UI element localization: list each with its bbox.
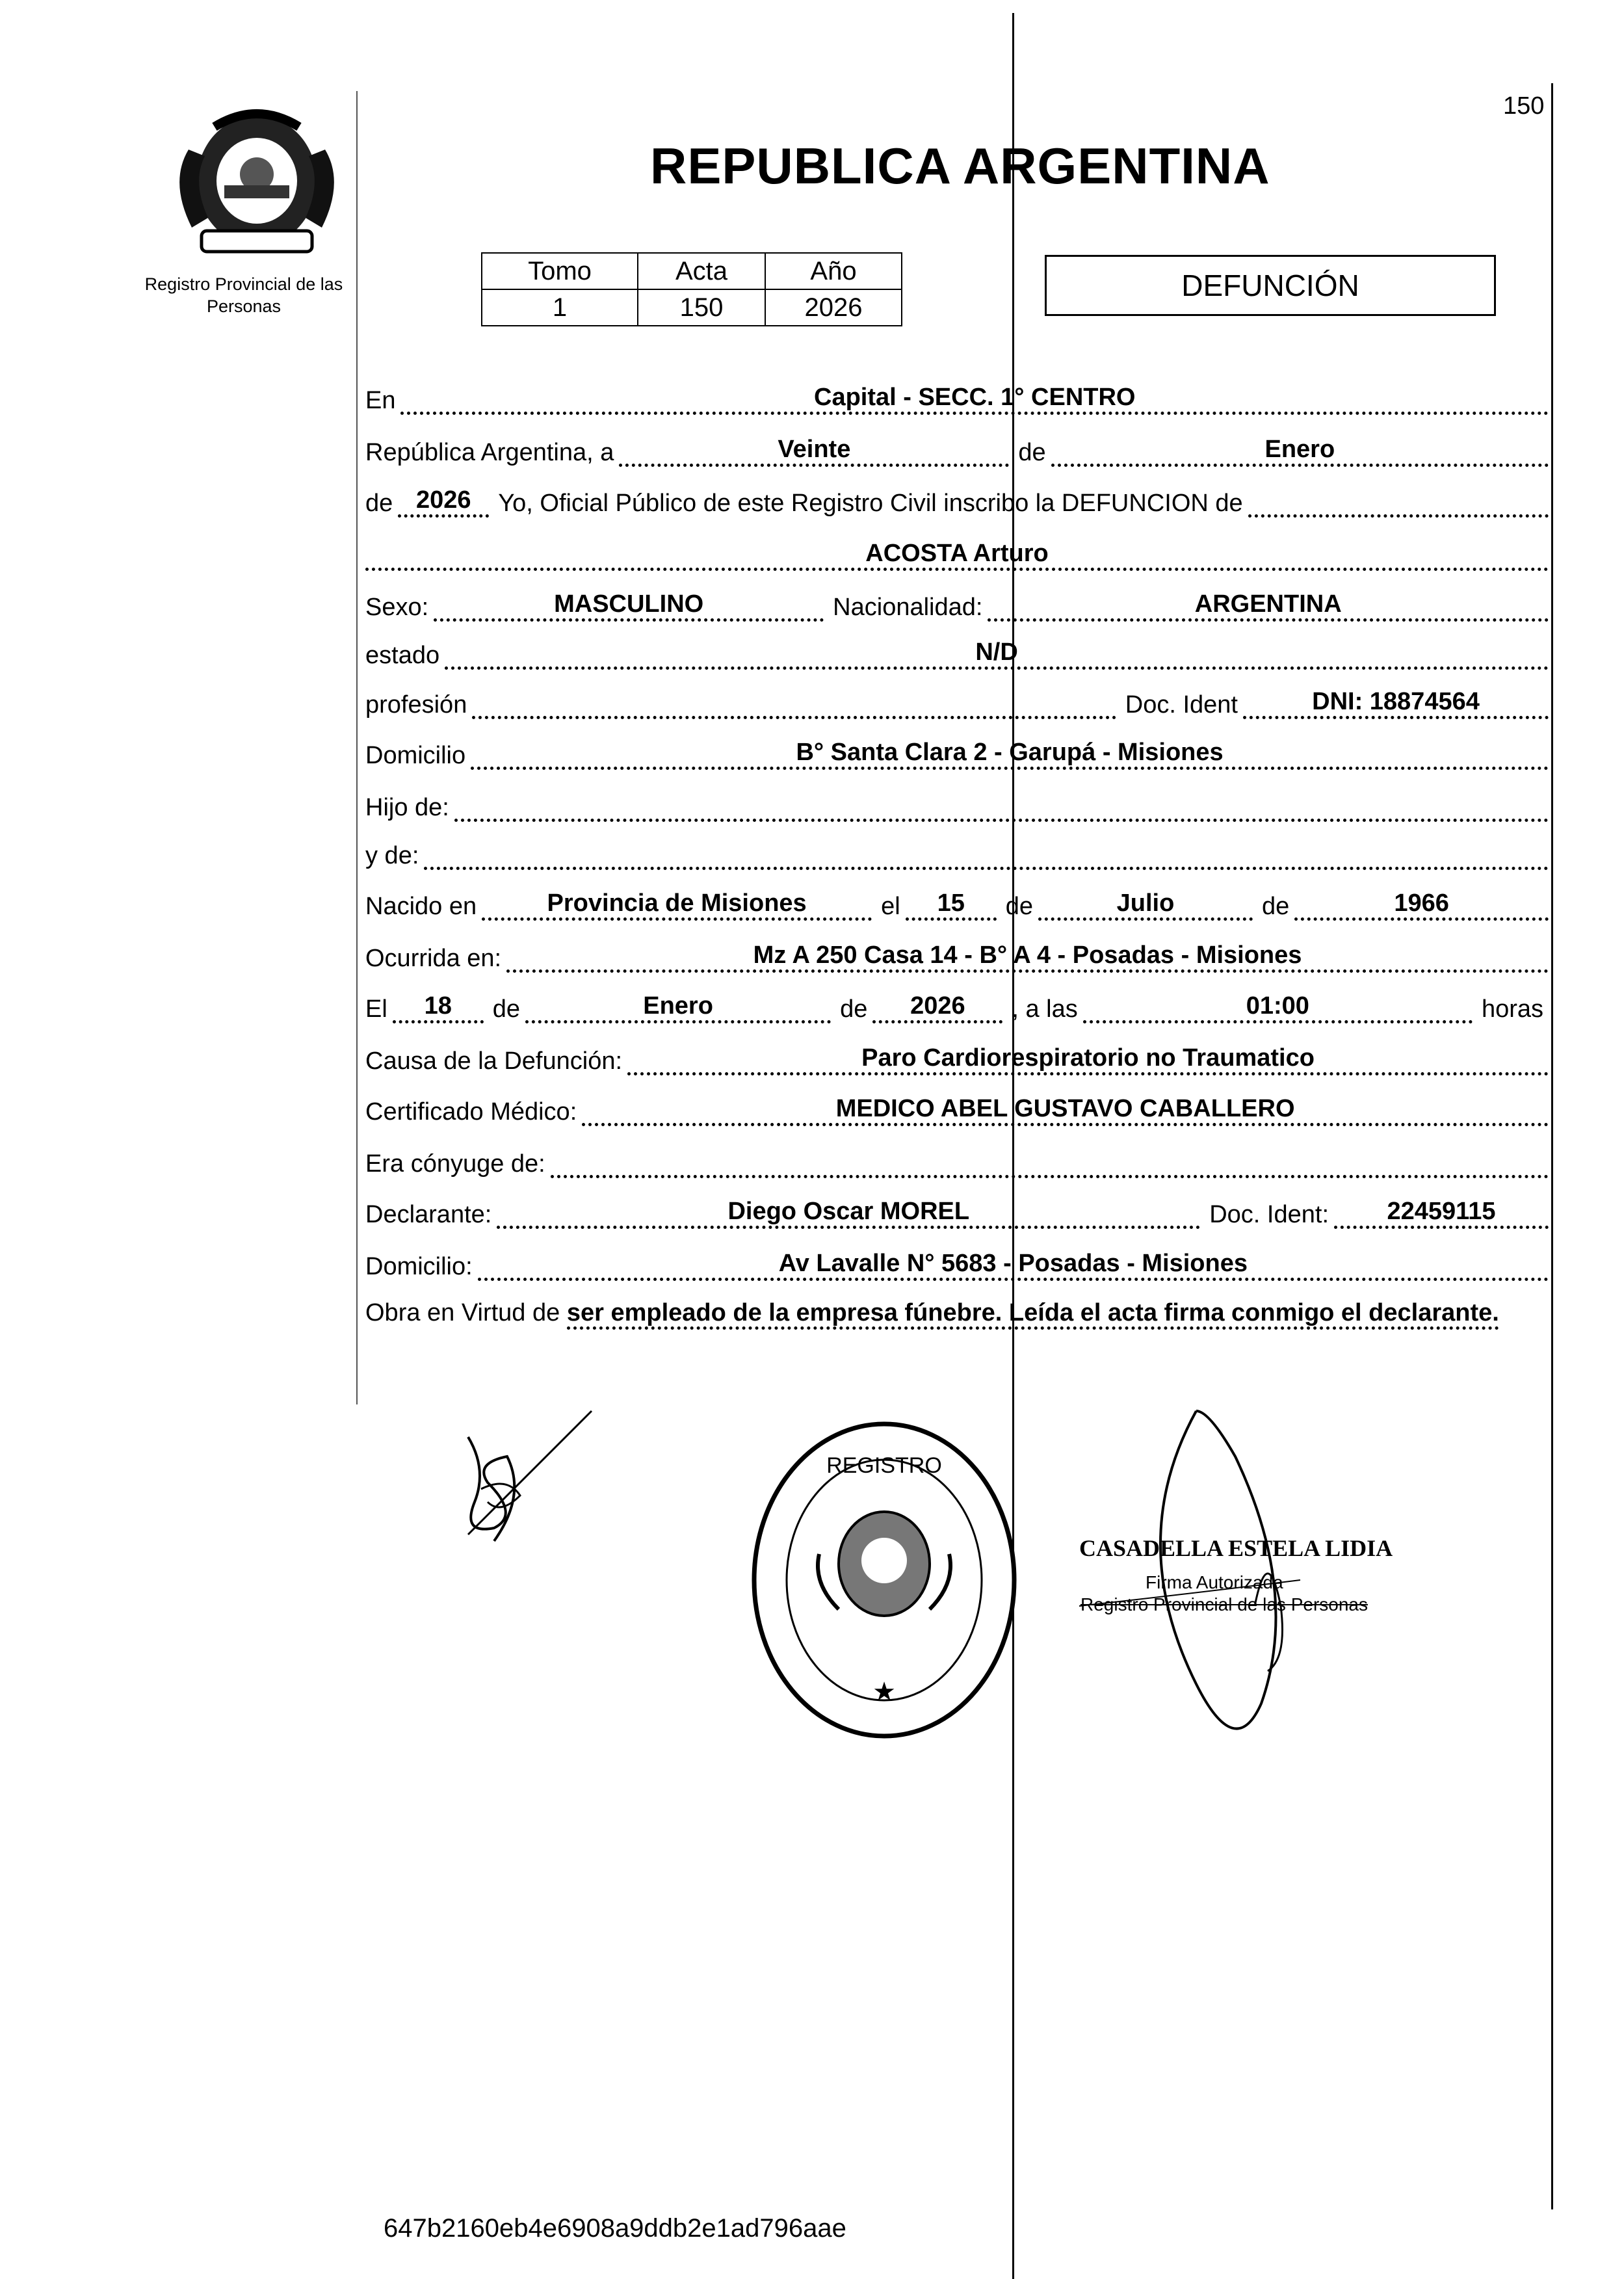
registry-name: Registro Provincial de las Personas: [144, 274, 343, 316]
signer-role: Firma Autorizada: [1146, 1572, 1283, 1592]
nacido-lugar: Provincia de Misiones: [482, 889, 872, 921]
causa-value: Paro Cardiorespiratorio no Traumatico: [627, 1044, 1549, 1075]
year-de-label: de: [365, 490, 393, 517]
row-fecha: [365, 421, 1549, 467]
signer-organization: Registro Provincial de las Personas: [1080, 1594, 1368, 1614]
acta-header: Acta: [638, 253, 765, 289]
official-text: Yo, Oficial Público de este Registro Civil inscribo la DEFUNCION de: [498, 490, 1243, 517]
obra-text: ser empleado de la empresa fúnebre. Leída el acta firma conmigo el declarante.: [567, 1299, 1499, 1330]
domicilio2-value: Av Lavalle N° 5683 - Posadas - Misiones: [478, 1249, 1549, 1281]
provincial-emblem-icon: [163, 104, 351, 267]
row-declarante: [365, 1183, 1549, 1229]
signer-name: CASADELLA ESTELA LIDIA: [1079, 1535, 1393, 1561]
svg-text:★: ★: [872, 1678, 896, 1706]
en-value: Capital - SECC. 1° CENTRO: [400, 383, 1549, 415]
doc2-label: Doc. Ident:: [1209, 1201, 1329, 1228]
declarante-label: Declarante:: [365, 1201, 492, 1228]
row-defuncion-fecha: [365, 978, 1549, 1023]
row-ocurrida: [365, 927, 1549, 973]
de-label: de: [1018, 439, 1046, 466]
record-type-box: DEFUNCIÓN: [1045, 255, 1496, 316]
doc-value: DNI: 18874564: [1243, 687, 1549, 719]
hijo-value: [454, 790, 1549, 822]
deceased-name: ACOSTA Arturo: [365, 539, 1549, 571]
svg-text:REGISTRO: REGISTRO: [826, 1453, 942, 1478]
domicilio-value: B° Santa Clara 2 - Garupá - Misiones: [471, 738, 1549, 770]
certificado-value: MEDICO ABEL GUSTAVO CABALLERO: [582, 1094, 1549, 1126]
def-anio: 2026: [872, 992, 1002, 1023]
registry-seal-icon: [741, 1414, 1027, 1752]
def-mes: Enero: [525, 992, 831, 1023]
de-label-3: de: [1261, 893, 1290, 920]
row-domicilio: [365, 724, 1549, 770]
tomo-header: Tomo: [482, 253, 638, 289]
row-certificado: [365, 1081, 1549, 1126]
el-label: el: [881, 893, 900, 920]
estado-label: estado: [365, 642, 440, 669]
hijo-label: Hijo de:: [365, 794, 449, 821]
row-profesion: [365, 674, 1549, 719]
obra-statement: [365, 1295, 1555, 1330]
domicilio-label: Domicilio: [365, 742, 466, 769]
officer-signature-icon: [449, 1404, 605, 1561]
row-deceased: [365, 525, 1549, 571]
def-dia: 18: [393, 992, 484, 1023]
document-hash: 647b2160eb4e6908a9ddb2e1ad796aae: [384, 2214, 846, 2243]
row-domicilio2: [365, 1235, 1549, 1281]
republica-label: República Argentina, a: [365, 439, 614, 466]
tomo-value: 1: [482, 289, 638, 326]
row-en: [365, 369, 1549, 415]
ocurrida-value: Mz A 250 Casa 14 - B° A 4 - Posadas - Misiones: [506, 941, 1549, 973]
declarante-value: Diego Oscar MOREL: [497, 1197, 1200, 1229]
left-margin-rule: [356, 91, 358, 1404]
yde-value: [424, 838, 1549, 870]
row-sexo: [365, 576, 1549, 622]
doc-label: Doc. Ident: [1125, 691, 1238, 718]
row-oficial: [365, 472, 1549, 518]
sexo-label: Sexo:: [365, 594, 429, 621]
row-conyuge: [365, 1133, 1549, 1178]
profesion-label: profesión: [365, 691, 467, 718]
conyuge-label: Era cónyuge de:: [365, 1150, 545, 1178]
nacido-anio: 1966: [1294, 889, 1549, 921]
acta-value: 150: [638, 289, 765, 326]
right-margin-rule: [1551, 83, 1553, 2209]
alas-label: , a las: [1012, 995, 1078, 1023]
row-causa: [365, 1030, 1549, 1075]
horas-label: horas: [1481, 995, 1543, 1023]
nacionalidad-value: ARGENTINA: [988, 590, 1549, 622]
page-number: 150: [1503, 92, 1545, 120]
def-hora: 01:00: [1083, 992, 1473, 1023]
nacido-dia: 15: [906, 889, 997, 921]
certificado-label: Certificado Médico:: [365, 1098, 577, 1126]
year-value: 2026: [398, 486, 489, 518]
row-yde: [365, 824, 1549, 870]
en-label: En: [365, 387, 396, 414]
de-label-4: de: [492, 995, 521, 1023]
doc2-value: 22459115: [1334, 1197, 1549, 1229]
anio-header: Año: [765, 253, 902, 289]
nacido-label: Nacido en: [365, 893, 477, 920]
sexo-value: MASCULINO: [434, 590, 824, 622]
month-word: Enero: [1051, 435, 1549, 467]
estado-value: N/D: [445, 638, 1549, 670]
anio-value: 2026: [765, 289, 902, 326]
nacionalidad-label: Nacionalidad:: [833, 594, 983, 621]
authorized-signature-icon: [1066, 1398, 1547, 1775]
causa-label: Causa de la Defunción:: [365, 1047, 623, 1075]
day-word: Veinte: [619, 435, 1009, 467]
el2-label: El: [365, 995, 387, 1023]
profesion-value: [472, 687, 1116, 719]
row-estado: [365, 624, 1549, 670]
reference-table: [481, 252, 902, 326]
official-blank: [1248, 486, 1549, 518]
conyuge-value: [551, 1146, 1549, 1178]
page-title: REPUBLICA ARGENTINA: [650, 137, 1270, 194]
obra-label: Obra en Virtud de: [365, 1299, 560, 1326]
ocurrida-label: Ocurrida en:: [365, 945, 502, 972]
de-label-2: de: [1005, 893, 1033, 920]
row-hijo: [365, 776, 1549, 822]
yde-label: y de:: [365, 842, 419, 869]
row-nacido: [365, 875, 1549, 921]
domicilio2-label: Domicilio:: [365, 1253, 473, 1280]
de-label-5: de: [840, 995, 868, 1023]
nacido-mes: Julio: [1038, 889, 1253, 921]
